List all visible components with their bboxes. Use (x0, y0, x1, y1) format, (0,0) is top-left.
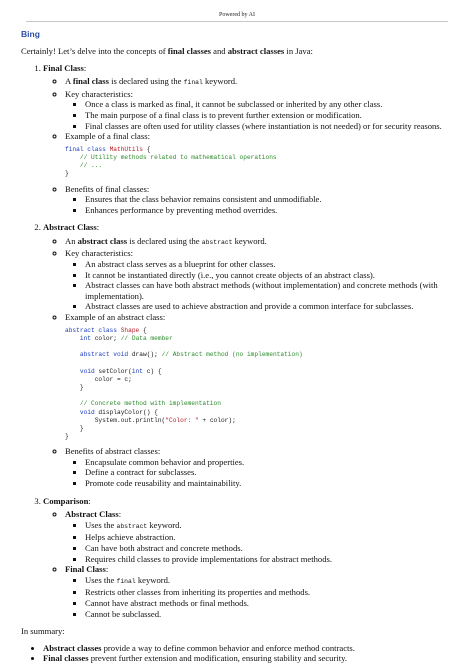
section-comparison: 3. Comparison: ◦ Abstract Class: ▪ Uses the abstract keyword. ▪ Helps achieve abstraction. ▪ Can have both abstract and concrete methods. ▪ Requires child classes to provide implementations for abstract methods. ◦ Final Class: ▪ Uses the final keyword. ▪ Restricts other classes from inheriting its properties and methods. ▪ Cannot have abstract methods or final methods. ▪ Cannot be subclassed. (43, 496, 453, 620)
powered-by-text: Powered by AI (219, 12, 255, 18)
code-line (65, 376, 453, 384)
abstract-key-characteristics (65, 248, 453, 312)
code-token: + color); (198, 416, 236, 424)
code-line (65, 392, 453, 400)
def-text: keyword. (232, 235, 267, 246)
list-item: ▪ Restricts other classes from inheriting its properties and methods. (85, 587, 453, 598)
code-token: // Concrete method with implementation (65, 400, 221, 408)
key-label: Key characteristics: (65, 248, 133, 259)
intro-bold-final: final classes (167, 46, 211, 56)
code-line (65, 417, 453, 425)
item-text: keyword. (147, 519, 182, 530)
abstract-benefits-list (65, 457, 453, 489)
summary-label: In summary: (21, 626, 65, 637)
abstract-details-list (43, 236, 453, 489)
code-line (65, 400, 453, 408)
intro-pre: Certainly! Let’s delve into the concepts of (21, 46, 168, 56)
item-text: Uses the (85, 574, 117, 585)
final-benefits-list (65, 194, 453, 215)
code-token: // Abstract method (no implementation) (161, 351, 303, 359)
list-item: ▪ Promote code reusability and maintainability. (85, 478, 453, 489)
list-item: ▪ Cannot be subclassed. (85, 609, 453, 620)
inline-code: final (183, 79, 203, 87)
intro-bold-abstract: abstract classes (227, 46, 285, 56)
list-item (85, 520, 453, 533)
code-block-abstract (65, 327, 453, 442)
def-bold: abstract class (77, 235, 128, 246)
item-text: Uses the (85, 519, 117, 530)
list-item: ▪ Once a class is marked as final, it cannot be subclassed or inherited by any other class. (85, 99, 453, 110)
list-item: ▪ Helps achieve abstraction. (85, 532, 453, 543)
code-token: } (65, 170, 69, 178)
list-item (85, 575, 453, 588)
code-line (65, 146, 453, 154)
section-heading: Comparison (43, 495, 89, 506)
inline-code: abstract (201, 238, 233, 246)
code-token: // ... (65, 162, 103, 170)
section-heading: Final Class (43, 62, 84, 73)
code-token: // Data member (120, 334, 173, 342)
summary-list (21, 643, 453, 664)
list-item: ▪ An abstract class serves as a blueprint for other classes. (85, 259, 453, 270)
code-line (65, 327, 453, 335)
section-abstract-class: 2. Abstract Class: ◦ An abstract class is declared using the abstract keyword. ◦ Key characteristics: ▪ An abstract class serves as a blueprint for other classes. ▪ It cannot be instantiated directly (i.e., you cannot create objects of an abstract class). ▪ Abstract classes can have both abstract methods (without implementation) and concrete methods (with implementation). ▪ Abstract classes are used to achieve abstraction and provide a common interface for subclasses. ◦ Example of an abstract class: abstract class Shape { int color; // Data member abstract void draw(); // Abstract method (no implementation) void setColor(int c) { color = c; } // Concrete method with implementation void displayColor() { System.out.println("Color: " + color); } } ◦ Benefits of abstract classes: ▪ Encapsulate common behavior and properties. ▪ Define a contract for subclasses. ▪ Promote code reusability and maintainability. (43, 222, 453, 488)
list-item: ▪ Encapsulate common behavior and properties. (85, 457, 453, 468)
def-text: is declared using the (127, 235, 202, 246)
list-item (43, 653, 453, 664)
item-text: keyword. (135, 574, 171, 585)
comparison-final-list (65, 575, 453, 619)
abstract-key-list (65, 259, 453, 312)
code-line (65, 384, 453, 392)
code-token: } (65, 433, 69, 441)
code-line (65, 154, 453, 162)
benefits-label: Benefits of final classes: (65, 183, 150, 194)
comparison-final: ◦ Final Class: ▪ Uses the final keyword. ▪ Restricts other classes from inheriting its properties and methods. ▪ Cannot have abstract methods or final methods. ▪ Cannot be subclassed. (65, 564, 453, 619)
page-header (0, 0, 474, 20)
list-item: ▪ Can have both abstract and concrete methods. (85, 543, 453, 554)
code-token: draw(); (131, 351, 162, 359)
code-token: abstract void (65, 351, 132, 359)
list-item: ▪ Abstract classes can have both abstract methods (without implementation) and concrete methods (with implementation). (85, 280, 453, 301)
list-item: ▪ Final classes are often used for utility classes (where instantiation is not needed) or for security reasons. (85, 121, 453, 132)
code-line (65, 351, 453, 359)
code-token: c) { (146, 367, 162, 375)
inline-code: abstract (116, 522, 148, 530)
code-token: int (65, 334, 95, 342)
summary-text: prevent further extension and modification, ensuring stability and security. (88, 653, 347, 664)
intro-post: in Java: (284, 46, 313, 56)
key-label: Key characteristics: (65, 88, 133, 99)
code-token: setColor( (98, 367, 132, 375)
comparison-label: Final Class (65, 564, 106, 575)
code-token: // Utility methods related to mathematical operations (65, 153, 277, 161)
example-label: Example of an abstract class: (65, 312, 166, 323)
summary-bold: Abstract classes (43, 642, 102, 653)
code-line (65, 425, 453, 433)
code-line (65, 409, 453, 417)
list-item: ▪ The main purpose of a final class is to prevent further extension or modification. (85, 110, 453, 121)
comparison-abstract-list (65, 520, 453, 564)
code-token: } (65, 383, 84, 391)
code-line (65, 433, 453, 441)
final-example (65, 131, 453, 178)
code-token: } (65, 424, 84, 432)
list-item: ▪ Abstract classes are used to achieve abstraction and provide a common interface for subclasses. (85, 301, 453, 312)
def-text: A (65, 76, 73, 87)
code-line (65, 162, 453, 170)
summary-text: provide a way to define common behavior and enforce method contracts. (101, 642, 355, 653)
code-line (65, 359, 453, 367)
comparison-abstract: ◦ Abstract Class: ▪ Uses the abstract keyword. ▪ Helps achieve abstraction. ▪ Can have both abstract and concrete methods. ▪ Requires child classes to provide implementations for abstract methods. (65, 509, 453, 564)
intro-paragraph (21, 46, 453, 57)
list-item: ▪ Define a contract for subclasses. (85, 467, 453, 478)
final-key-list (65, 99, 453, 131)
code-token: void (65, 367, 99, 375)
brand-title: Bing (21, 29, 40, 39)
intro-mid: and (210, 46, 228, 56)
code-token: color = c; (65, 375, 132, 383)
inline-code: final (116, 577, 136, 585)
abstract-example (65, 312, 453, 441)
code-line (65, 170, 453, 178)
abstract-definition (65, 236, 453, 249)
section-heading: Abstract Class (43, 222, 97, 233)
header-divider (26, 21, 448, 22)
code-token: Shape (120, 326, 140, 334)
code-token: { (139, 326, 147, 334)
code-line (65, 343, 453, 351)
code-token: displayColor() { (98, 408, 158, 416)
code-token: color; (94, 334, 121, 342)
code-line (65, 368, 453, 376)
final-details-list (43, 76, 453, 215)
def-text: is declared using the (108, 76, 184, 87)
final-key-characteristics (65, 89, 453, 131)
comparison-list (43, 509, 453, 619)
list-item: ▪ Ensures that the class behavior remains consistent and unmodifiable. (85, 194, 453, 205)
benefits-label: Benefits of abstract classes: (65, 446, 161, 457)
list-item: ▪ Cannot have abstract methods or final methods. (85, 598, 453, 609)
code-block-final (65, 146, 453, 179)
def-text: An (65, 235, 78, 246)
code-token: System.out.println( (65, 416, 166, 424)
final-definition (65, 76, 453, 89)
code-token: void (65, 408, 99, 416)
code-token: { (142, 145, 151, 153)
code-token: int (131, 367, 147, 375)
example-label: Example of a final class: (65, 131, 150, 142)
list-item (43, 643, 453, 654)
summary-bold: Final classes (43, 653, 89, 664)
comparison-label: Abstract Class (65, 509, 119, 520)
document-body (21, 29, 453, 664)
code-token: "Color: " (165, 416, 199, 424)
section-final-class: 1. Final Class: ◦ A final class is declared using the final keyword. ◦ Key characteristics: ▪ Once a class is marked as final, it cannot be subclassed or inherited by any other class. ▪ The main purpose of a final class is to prevent further extension or modification. ▪ Final classes are often used for utility classes (where instantiation is not needed) or for security reasons. ◦ Example of a final class: final class MathUtils { // Utility methods related to mathematical operations // ... } ◦ Benefits of final classes: ▪ Ensures that the class behavior remains consistent and unmodifiable. ▪ Enhances performance by preventing method overrides. (43, 63, 453, 216)
list-item: ▪ Enhances performance by preventing method overrides. (85, 205, 453, 216)
code-line (65, 335, 453, 343)
def-bold: final class (72, 76, 109, 87)
list-item: ▪ Requires child classes to provide implementations for abstract methods. (85, 554, 453, 565)
code-token: MathUtils (109, 145, 143, 153)
final-benefits (65, 184, 453, 216)
code-token: final class (65, 145, 110, 153)
sections-list (21, 63, 453, 620)
def-text: keyword. (202, 76, 238, 87)
abstract-benefits (65, 446, 453, 488)
list-item: ▪ It cannot be instantiated directly (i.e., you cannot create objects of an abstract class). (85, 270, 453, 281)
code-token: abstract class (65, 326, 121, 334)
